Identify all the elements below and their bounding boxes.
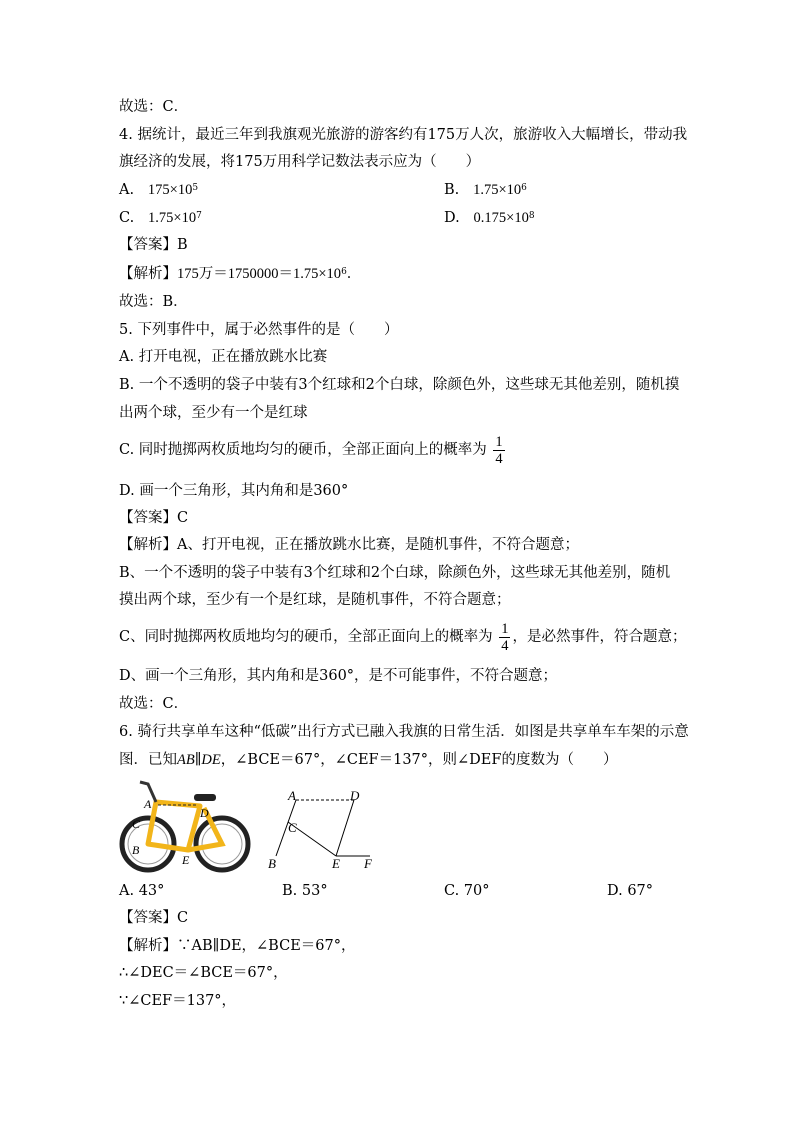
q6-option-c: C. 70° — [444, 883, 490, 899]
svg-text:E: E — [332, 856, 340, 871]
q4-explanation: 【解析】175万$=1750000=1.75\times 10^6$． — [119, 266, 362, 282]
fraction: $\frac{1}{4}$ — [501, 620, 509, 654]
q4-option-b: B. $1.75\times 10^6$ — [444, 182, 527, 198]
q6-expl-2: ∴∠DEC＝∠BCE＝67°， — [119, 965, 288, 981]
svg-text:B: B — [132, 843, 140, 857]
q4-answer: 【答案】B — [119, 237, 188, 253]
q4-choose: 故选：B． — [119, 294, 188, 310]
q5-option-d: D. 画一个三角形，其内角和是360° — [119, 483, 349, 499]
q5-expl-b-2: 摸出两个球，至少有一个是红球，是随机事件，不符合题意； — [119, 592, 511, 608]
q6-option-d: D. 67° — [607, 883, 654, 899]
q6-option-b: B. 53° — [282, 883, 328, 899]
line-de — [336, 800, 354, 856]
q6-expl-1: 【解析】∵AB∥DE，∠BCE＝67°， — [119, 938, 356, 954]
svg-text:A: A — [144, 797, 152, 811]
svg-text:D: D — [350, 788, 360, 803]
q6-option-a: A. 43° — [119, 883, 165, 899]
geometry-diagram — [262, 786, 382, 872]
q5-option-b-2: 出两个球，至少有一个是红球 — [119, 405, 308, 421]
bicycle-image — [118, 772, 258, 874]
q5-expl-d: D、画一个三角形，其内角和是360°，是不可能事件，不符合题意； — [119, 668, 558, 684]
svg-text:F: F — [364, 856, 372, 871]
svg-text:D: D — [200, 806, 209, 820]
q6-expl-3: ∵∠CEF＝137°， — [119, 993, 237, 1009]
q4-option-d: D. $0.175\times 10^8$ — [444, 210, 535, 226]
q6-text-2: 图．已知AB∥DE，∠BCE＝67°，∠CEF＝137°，则∠DEF的度数为（ ） — [119, 752, 618, 768]
q5-expl-b-1: B、一个不透明的袋子中装有3个红球和2个白球，除颜色外，这些球无其他差别，随机 — [119, 565, 671, 581]
svg-text:E: E — [182, 853, 190, 867]
q4-option-a: A. $175\times 10^5$ — [119, 182, 199, 198]
q6-text-1: 6. 骑行共享单车这种“低碳”出行方式已融入我旗的日常生活．如图是共享单车车架的示意 — [119, 724, 689, 740]
svg-text:C: C — [132, 817, 141, 831]
prev-choose: 故选：C． — [119, 99, 189, 115]
q5-option-a: A. 打开电视，正在播放跳水比赛 — [119, 349, 328, 365]
q5-expl-c: C、同时抛掷两枚质地均匀的硬币，全部正面向上的概率为 $\frac{1}{4}$ ，是必然事件，符合题意； — [119, 620, 687, 654]
q6-answer: 【答案】C — [119, 910, 189, 926]
q5-expl-a: 【解析】A、打开电视，正在播放跳水比赛，是随机事件，不符合题意； — [119, 537, 579, 553]
q4-option-c: C. $1.75\times 10^7$ — [119, 210, 202, 226]
q4-text-2: 旗经济的发展，将175万用科学记数法表示应为（ ） — [119, 154, 481, 170]
saddle — [194, 794, 216, 801]
svg-text:B: B — [268, 856, 276, 871]
q5-text: 5. 下列事件中，属于必然事件的是（ ） — [119, 322, 399, 338]
q5-choose: 故选：C． — [119, 696, 189, 712]
q5-answer: 【答案】C — [119, 510, 189, 526]
svg-text:C: C — [288, 820, 297, 835]
fraction: $\frac{1}{4}$ — [495, 433, 503, 467]
q4-text-1: 4. 据统计，最近三年到我旗观光旅游的游客约有175万人次，旅游收入大幅增长，带动我 — [119, 127, 688, 143]
q5-option-b-1: B. 一个不透明的袋子中装有3个红球和2个白球，除颜色外，这些球无其他差别，随机摸 — [119, 377, 680, 393]
svg-text:A: A — [288, 788, 296, 803]
q5-option-c: C. 同时抛掷两枚质地均匀的硬币，全部正面向上的概率为 $\frac{1}{4}$ — [119, 433, 503, 467]
